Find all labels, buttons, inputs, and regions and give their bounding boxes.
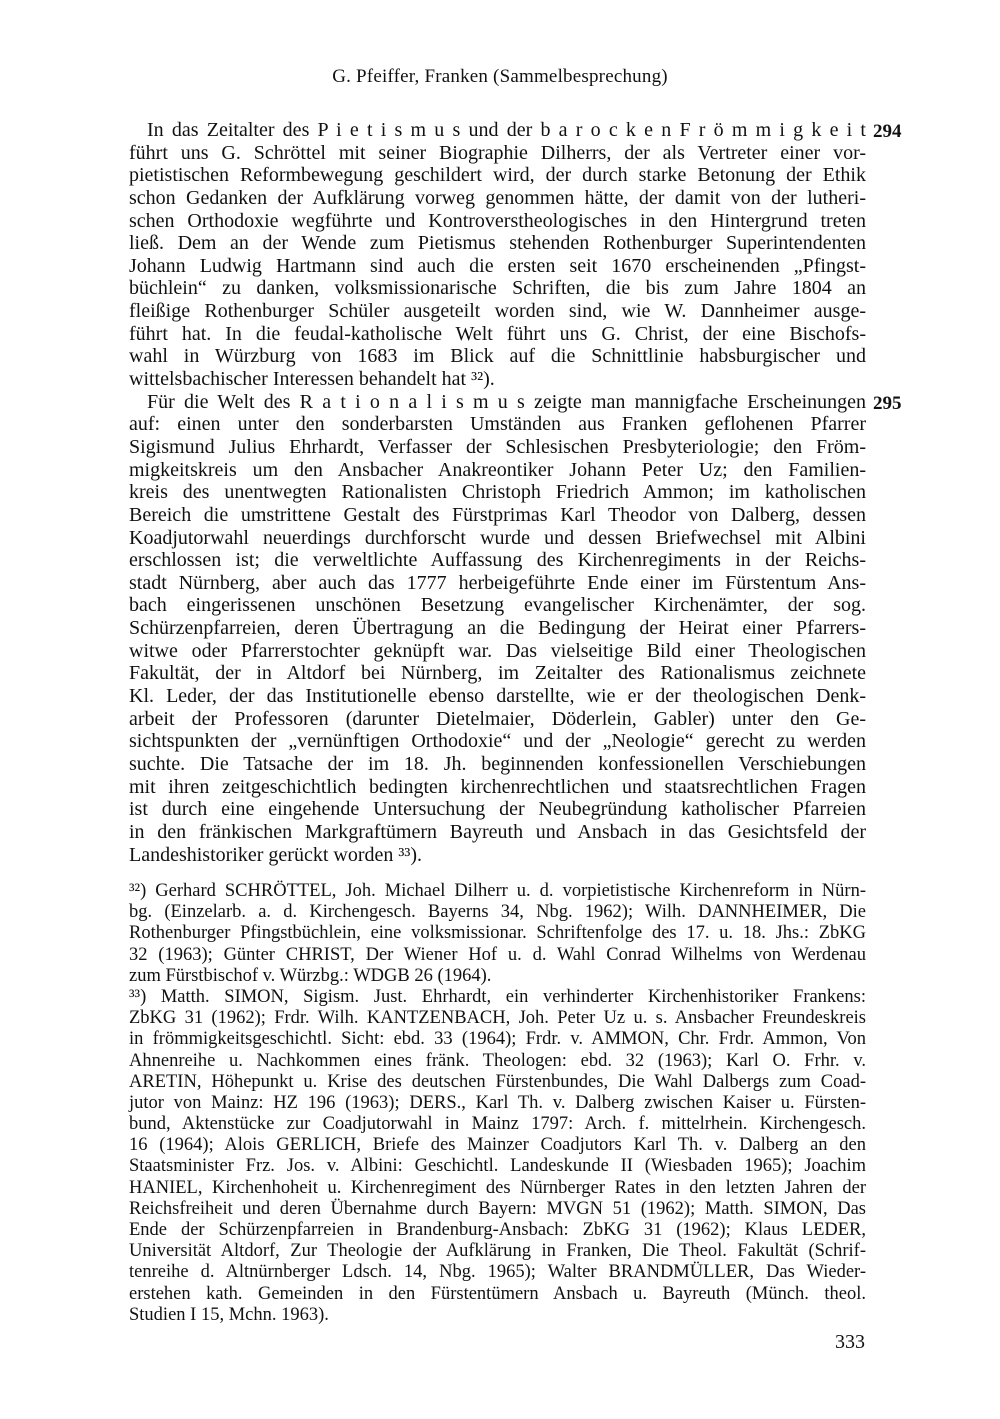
text-line: stadt Nürnberg, aber auch das 1777 herbeigeführte Ende einer im Fürstentum Ans- (129, 571, 866, 594)
text-line: ist durch eine eingehende Untersuchung der Neubegründung katholischer Pfarreien (129, 798, 866, 821)
text-line: migkeitskreis um den Ansbacher Anakreontiker Johann Peter Uz; den Familien- (129, 458, 866, 481)
footnote-line: ARETIN, Höhepunkt u. Krise des deutschen Fürstenbundes, Die Wahl Dalbergs zum Coad- (129, 1071, 866, 1092)
text-line: kreis des unentwegten Rationalisten Christoph Friedrich Ammon; im katholischen (129, 481, 866, 504)
text-line: Sigismund Julius Ehrhardt, Verfasser der Schlesischen Presbyteriologie; den Fröm- (129, 435, 866, 458)
text-line: In das Zeitalter des P i e t i s m u s und der b a r o c k e n F r ö m m i g k e i t (147, 119, 866, 141)
text-line: erschlossen ist; die verweltlichte Auffassung des Kirchenregiments in der Reichs- (129, 549, 866, 572)
text-line: schon Gedanken der Aufklärung vorweg genommen hätte, der damit von der lutheri- (129, 186, 866, 209)
text-line: Für die Welt des R a t i o n a l i s m u s zeigte man mannigfache Erscheinungen (147, 390, 866, 413)
footnote-line: Rothenburger Pfingstbüchlein, eine volksmissionar. Schriftenfolge des 17. u. 18. Jhs.: ZbKG (129, 923, 866, 944)
footnote-line: Ende der Schürzenpfarreien in Brandenburg-Ansbach: ZbKG 31 (1962); Klaus LEDER, (129, 1220, 866, 1240)
footnote-line: ³²) Gerhard SCHRÖTTEL, Joh. Michael Dilherr u. d. vorpietistische Kirchenreform in Nürn- (129, 881, 866, 901)
margin-number-294: 294 (873, 121, 902, 142)
footnote-line: zum Fürstbischof v. Würzbg.: WDGB 26 (1964). (129, 965, 492, 986)
text-line: wahl in Würzburg von 1683 im Blick auf die Schnittlinie habsburgischer und (129, 345, 866, 368)
text-line: Kl. Leder, der das Institutionelle ebenso darstellte, wie er der theologischen Denk- (129, 685, 866, 708)
text-line: pietistischen Reformbewegung geschildert wird, der durch starke Betonung der Ethik (129, 164, 866, 187)
page-number: 333 (835, 1331, 865, 1353)
paragraph-pietismus (129, 119, 866, 391)
footnote-33 (129, 987, 866, 1326)
footnote-line: 16 (1964); Alois GERLICH, Briefe des Mainzer Coadjutors Karl Th. v. Dalberg an den (129, 1135, 866, 1156)
text-line: suchte. Die Tatsache der im 18. Jh. beginnenden konfessionellen Verschiebungen (129, 752, 866, 775)
footnote-32 (129, 881, 866, 987)
footnote-line: tenreihe d. Altnürnberger Ldsch. 14, Nbg. 1965); Walter BRANDMÜLLER, Das Wieder- (129, 1262, 866, 1283)
text-line: in den fränkischen Markgraftümern Bayreuth und Ansbach in das Gesichtsfeld der (129, 820, 866, 843)
footnote-line: Reichsfreiheit und deren Übernahme durch Bayern: MVGN 51 (1962); Matth. SIMON, Das (129, 1198, 866, 1219)
text-line: Fakultät, der in Altdorf bei Nürnberg, im Zeitalter des Rationalismus zeichnete (129, 662, 866, 685)
text-line: Johann Ludwig Hartmann sind auch die ersten seit 1670 erscheinenden „Pfingst- (129, 254, 866, 277)
text-line: schen Orthodoxie wegführte und Kontroverstheologisches in den Hintergrund treten (129, 209, 866, 232)
text-line: fleißige Rothenburger Schüler ausgeteilt worden sind, wie W. Dannheimer ausge- (129, 300, 866, 323)
text-line: führt uns G. Schröttel mit seiner Biographie Dilherrs, der als Vertreter einer vor- (129, 141, 866, 164)
text-line: Schürzenpfarreien, deren Übertragung an die Bedingung der Heirat einer Pfarrers- (129, 617, 866, 640)
footnote-line: erstehen kath. Gemeinden in den Fürstentümern Ansbach u. Bayreuth (Münch. theol. (129, 1283, 866, 1304)
footnote-line: 32 (1963); Günter CHRIST, Der Wiener Hof u. d. Wahl Conrad Wilhelms von Werdenau (129, 944, 866, 965)
footnote-line: bund, Aktenstücke zur Coadjutorwahl in Mainz 1797: Arch. f. mittelrhein. Kirchengesch. (129, 1114, 866, 1135)
running-header: G. Pfeiffer, Franken (Sammelbesprechung) (332, 66, 668, 87)
footnote-line: Ahnenreihe u. Nachkommen eines fränk. Theologen: ebd. 32 (1963); Karl O. Frhr. v. (129, 1050, 866, 1071)
footnote-line: ZbKG 31 (1962); Frdr. Wilh. KANTZENBACH, Joh. Peter Uz u. s. Ansbacher Freundeskreis (129, 1008, 866, 1029)
text-line: Bereich die umstrittene Gestalt des Fürstprimas Karl Theodor von Dalberg, dessen (129, 503, 866, 526)
footnote-line: HANIEL, Kirchenhoheit u. Kirchenregiment des Nürnberger Rates in den letzten Jahren der (129, 1177, 866, 1198)
text-line: Koadjutorwahl neuerdings durchforscht wurde und dessen Briefwechsel mit Albini (129, 526, 866, 549)
text-line: ließ. Dem an der Wende zum Pietismus stehenden Rothenburger Superintendenten (129, 232, 866, 255)
text-line: witwe oder Pfarrerstochter geknüpft war. Das vielseitige Bild einer Theologischen (129, 639, 866, 662)
text-line: wittelsbachischer Interessen behandelt hat ³²). (129, 368, 495, 391)
paragraph-rationalismus (129, 391, 866, 866)
margin-number-295: 295 (873, 393, 902, 414)
text-line: Landeshistoriker gerückt worden ³³). (129, 843, 423, 866)
text-line: auf: einen unter den sonderbarsten Umständen aus Franken geflohenen Pfarrer (129, 413, 866, 436)
main-text (129, 119, 866, 866)
footnote-line: Studien I 15, Mchn. 1963). (129, 1304, 329, 1325)
footnote-line: jutor von Mainz: HZ 196 (1963); DERS., Karl Th. v. Dalberg zwischen Kaiser u. Fürsten- (129, 1092, 866, 1113)
footnote-line: in frömmigkeitsgeschichtl. Sicht: ebd. 33 (1964); Frdr. v. AMMON, Chr. Frdr. Ammon, Von (129, 1029, 866, 1050)
footnote-line: ³³) Matth. SIMON, Sigism. Just. Ehrhardt, ein verhinderter Kirchenhistoriker Frankens: (129, 986, 866, 1007)
text-line: sichtspunkten der „vernünftigen Orthodoxie“ und der „Neologie“ gerecht zu werden (129, 730, 866, 753)
footnote-line: Staatsminister Frz. Jos. v. Albini: Geschichtl. Landeskunde II (Wiesbaden 1965); Joachim (129, 1156, 866, 1177)
text-line: arbeit der Professoren (darunter Dietelmaier, Döderlein, Gabler) unter den Ge- (129, 707, 866, 730)
footnotes (129, 881, 866, 1326)
footnote-line: Universität Altdorf, Zur Theologie der Aufklärung in Franken, Die Theol. Fakultät (Schrif- (129, 1241, 866, 1262)
text-line: bach eingerissenen unschönen Besetzung evangelischer Kirchenämter, der sog. (129, 594, 866, 617)
text-line: büchlein“ zu danken, volksmissionarische Schriften, die bis zum Jahre 1804 an (129, 277, 866, 300)
footnote-line: bg. (Einzelarb. a. d. Kirchengesch. Bayerns 34, Nbg. 1962); Wilh. DANNHEIMER, Die (129, 902, 866, 923)
text-line: mit ihren zeitgeschichtlich bedingten kirchenrechtlichen und staatsrechtlichen Fragen (129, 775, 866, 798)
text-line: führt hat. In die feudal-katholische Welt führt uns G. Christ, der eine Bischofs- (129, 322, 866, 345)
